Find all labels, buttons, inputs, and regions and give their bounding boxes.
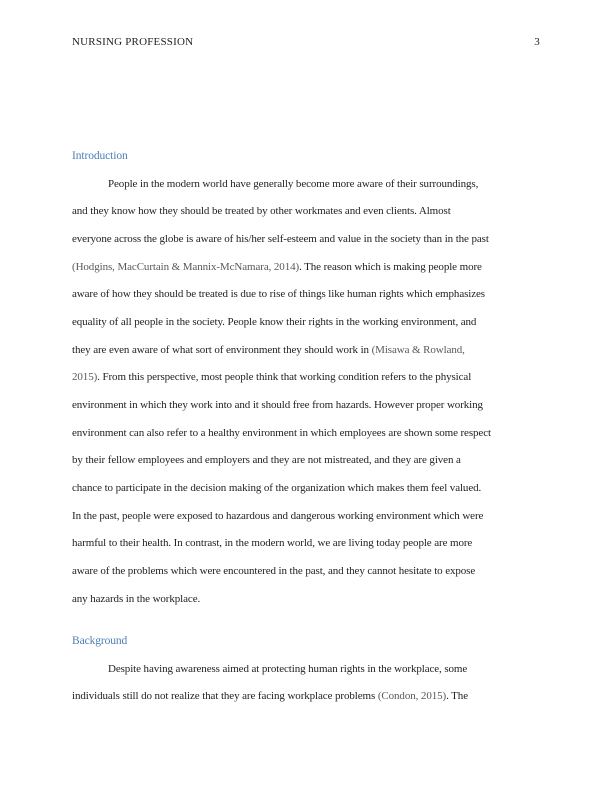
body-text: aware of the problems which were encountered in the past, and they cannot hesitate to expose: [72, 564, 476, 577]
header-title: NURSING PROFESSION: [72, 36, 194, 48]
text-line: [72, 171, 540, 199]
text-line: [72, 420, 540, 448]
document-content: [72, 143, 540, 711]
citation-text: (Hodgins, MacCurtain & Mannix-McNamara, 2014): [72, 260, 300, 273]
body-text: by their fellow employees and employers and they are not mistreated, and they are given a: [72, 454, 461, 467]
text-line: [72, 586, 540, 614]
body-text: and they know how they should be treated by other workmates and even clients. Almost: [72, 205, 451, 218]
text-line: [72, 226, 540, 254]
page-number: 3: [534, 36, 540, 48]
text-line: [72, 530, 540, 558]
text-line: [72, 254, 540, 282]
text-line: [72, 447, 540, 475]
body-text: individuals still do not realize that they are facing workplace problems: [72, 690, 378, 703]
body-text: environment in which they work into and it should free from hazards. However proper working: [72, 398, 483, 411]
text-line: [72, 683, 540, 711]
body-text: chance to participate in the decision making of the organization which makes them feel valued.: [72, 481, 482, 494]
body-text: aware of how they should be treated is due to rise of things like human rights which emphasizes: [72, 288, 485, 301]
text-line: [72, 656, 540, 684]
text-line: [72, 392, 540, 420]
text-line: [72, 558, 540, 586]
citation-text: (Condon, 2015): [377, 690, 447, 703]
running-header: [72, 36, 540, 48]
body-text: equality of all people in the society. People know their rights in the working environment, and: [72, 315, 477, 328]
body-text: any hazards in the workplace.: [72, 592, 201, 605]
body-text: People in the modern world have generally become more aware of their surroundings,: [108, 177, 479, 190]
text-line: [72, 475, 540, 503]
body-text: harmful to their health. In contrast, in the modern world, we are living today people are more: [72, 537, 473, 550]
body-text: environment can also refer to a healthy environment in which employees are shown some respect: [72, 426, 491, 439]
text-line: [72, 364, 540, 392]
citation-text: (Misawa & Rowland,: [371, 343, 465, 356]
text-line: [72, 198, 540, 226]
body-text: In the past, people were exposed to hazardous and dangerous working environment which were: [72, 509, 484, 522]
body-text: they are even aware of what sort of environment they should work in: [72, 343, 372, 356]
body-text: Despite having awareness aimed at protecting human rights in the workplace, some: [108, 662, 468, 675]
section-heading: Introduction: [72, 150, 128, 162]
body-text: . The: [446, 690, 468, 703]
text-line: [72, 337, 540, 365]
body-text: . The reason which is making people more: [299, 260, 482, 273]
text-line: [72, 503, 540, 531]
text-line: [72, 309, 540, 337]
citation-text: 2015): [72, 371, 98, 384]
body-text: everyone across the globe is aware of his/her self-esteem and value in the society than in the past: [72, 232, 489, 245]
text-line: [72, 281, 540, 309]
section-heading: Background: [72, 635, 128, 648]
body-text: . From this perspective, most people think that working condition refers to the physical: [97, 371, 472, 384]
